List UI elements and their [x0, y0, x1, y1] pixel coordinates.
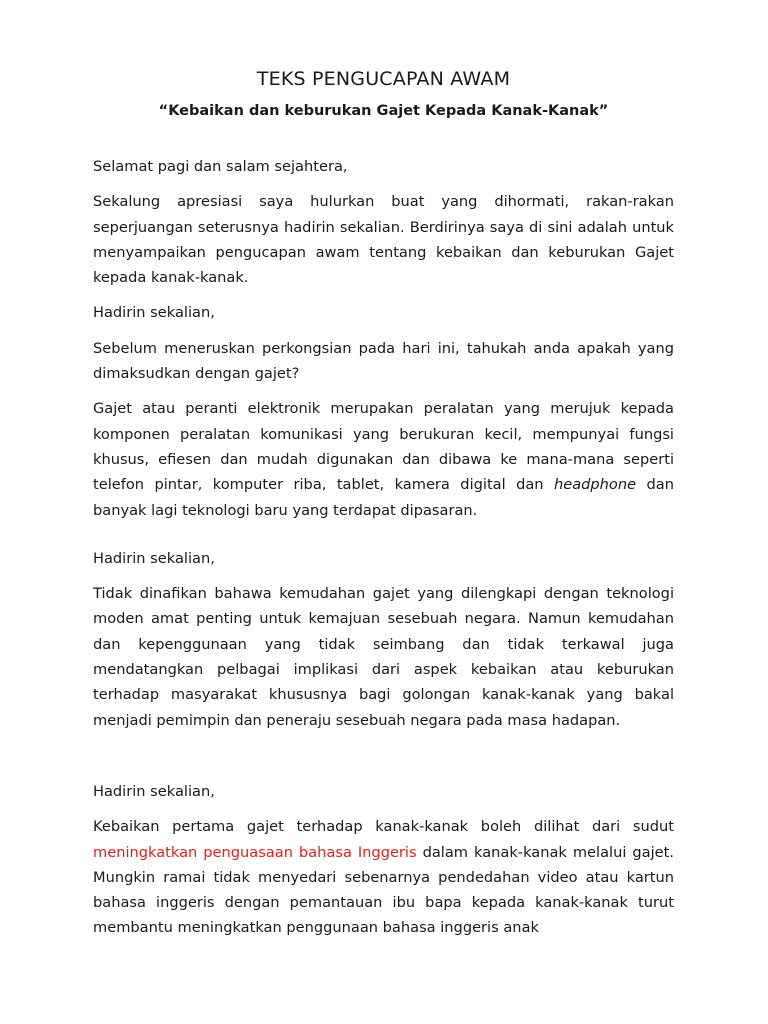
document-title: TEKS PENGUCAPAN AWAM — [256, 68, 511, 90]
definition-paragraph — [93, 396, 674, 522]
document-subtitle: “Kebaikan dan keburukan Gajet Kepada Kanak-Kanak” — [158, 103, 609, 119]
definition-text-start: Gajet atau peranti elektronik merupakan peralatan yang merujuk kepada komponen peralatan komunikasi yang berukuran kecil, mempunyai fungsi khusus, efiesen dan mudah digunakan dan dibawa ke mana-mana seperti telefon pintar, komputer riba, tablet, kamera digital dan — [93, 400, 674, 494]
address-line-2: Hadirin sekalian, — [93, 549, 215, 567]
question-paragraph: Sebelum meneruskan perkongsian pada hari ini, tahukah anda apakah yang dimaksudkan dengan gajet? — [93, 339, 674, 383]
address-line-3: Hadirin sekalian, — [93, 782, 215, 800]
benefit-highlight: meningkatkan penguasaan bahasa Inggeris — [93, 843, 417, 861]
benefit-text-end: dalam kanak-kanak melalui gajet. Mungkin ramai tidak menyedari sebenarnya pendedahan video atau kartun bahasa inggeris dengan pemantauan ibu bapa kepada kanak-kanak turut membantu meningkatkan penggunaan bahasa inggeris anak — [93, 843, 674, 937]
implication-paragraph: Tidak dinafikan bahawa kemudahan gajet yang dilengkapi dengan teknologi moden amat penting untuk kemajuan sesebuah negara. Namun kemudahan dan kepenggunaan yang tidak seimbang dan tidak terkawal juga mendatangkan pelbagai implikasi dari aspek kebaikan atau keburukan terhadap masyarakat khususnya bagi golongan kanak-kanak yang bakal menjadi pemimpin dan peneraju sesebuah negara pada masa hadapan. — [93, 585, 674, 729]
benefit-paragraph — [93, 814, 674, 940]
benefit-text-start: Kebaikan pertama gajet terhadap kanak-kanak boleh dilihat dari sudut — [93, 818, 674, 836]
greeting-paragraph: Selamat pagi dan salam sejahtera, — [93, 158, 348, 175]
definition-italic-term: headphone — [553, 476, 637, 494]
document-page — [93, 66, 674, 941]
address-line-1: Hadirin sekalian, — [93, 304, 215, 322]
intro-paragraph: Sekalung apresiasi saya hulurkan buat yang dihormati, rakan-rakan seperjuangan seterusnya hadirin sekalian. Berdirinya saya di sini adalah untuk menyampaikan pengucapan awam tentang kebaikan dan keburukan Gajet kepada kanak-kanak. — [93, 193, 674, 287]
definition-text-end: dan banyak lagi teknologi baru yang terdapat dipasaran. — [93, 476, 674, 519]
